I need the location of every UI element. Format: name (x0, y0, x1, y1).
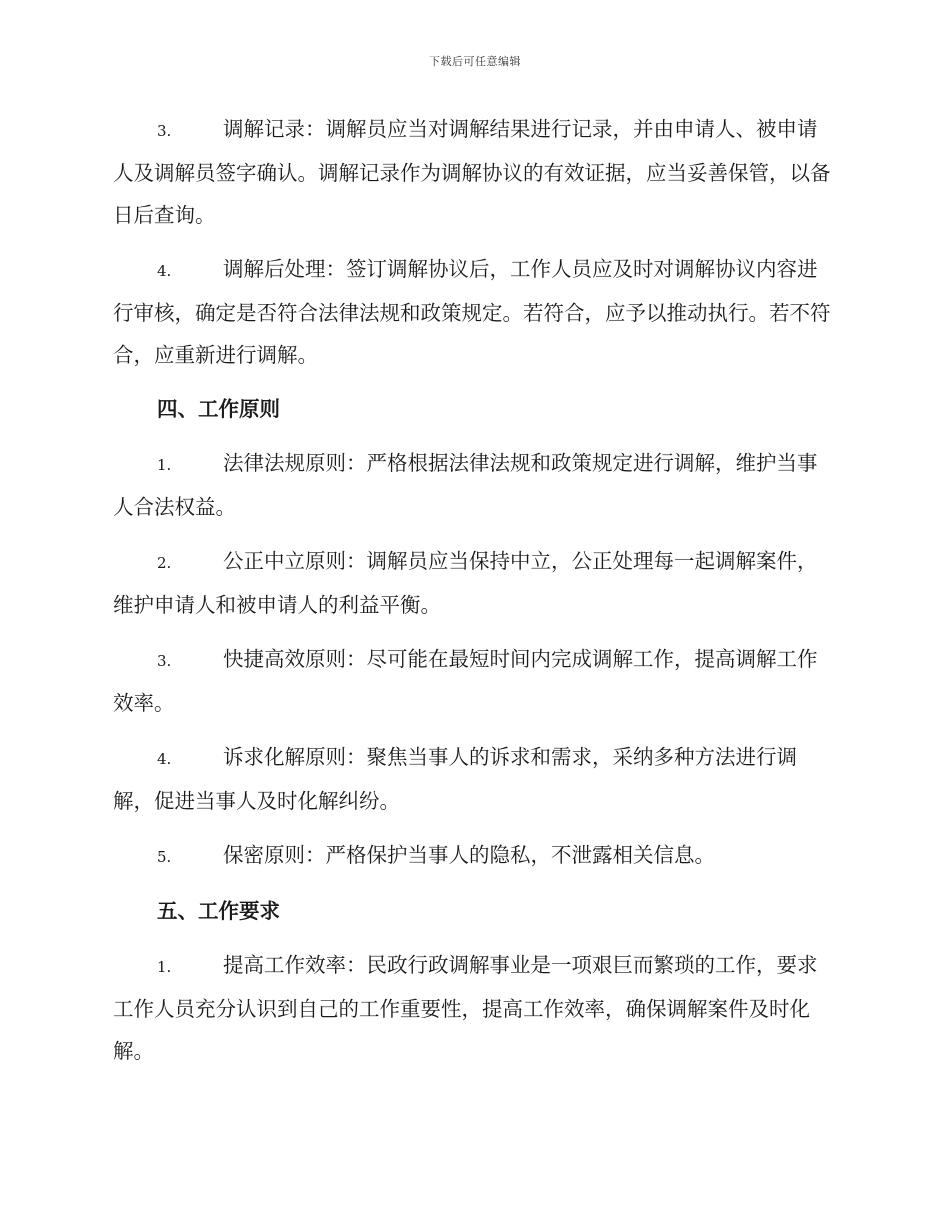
item-number: 1. (157, 456, 172, 474)
list-item (113, 638, 833, 724)
section-heading: 五、工作要求 (157, 899, 280, 923)
page-header: 下载后可任意编辑 (429, 55, 521, 68)
list-item (113, 540, 833, 626)
list-item (113, 736, 833, 822)
list-item (113, 108, 833, 236)
item-text: 调解后处理：签订调解协议后，工作人员应及时对调解协议内容进行审核，确定是否符合法律法规和政策规定。若符合，应予以推动执行。若不符合，应重新进行调解。 (113, 257, 831, 367)
document-body (113, 108, 833, 1084)
item-number: 4. (157, 262, 172, 280)
item-text: 法律法规原则：严格根据法律法规和政策规定进行调解，维护当事人合法权益。 (113, 451, 818, 519)
item-text: 提高工作效率：民政行政调解事业是一项艰巨而繁琐的工作，要求工作人员充分认识到自己的工作重要性，提高工作效率，确保调解案件及时化解。 (113, 953, 818, 1063)
item-number: 3. (157, 652, 172, 670)
list-item (113, 944, 833, 1072)
list-item (113, 834, 833, 878)
item-text: 保密原则：严格保护当事人的隐私，不泄露相关信息。 (223, 843, 715, 867)
item-number: 1. (157, 958, 172, 976)
item-number: 3. (157, 122, 172, 140)
list-item (113, 442, 833, 528)
item-number: 2. (157, 554, 172, 572)
item-number: 4. (157, 750, 172, 768)
item-text: 诉求化解原则：聚焦当事人的诉求和需求，采纳多种方法进行调解，促进当事人及时化解纠纷。 (113, 745, 797, 813)
item-text: 快捷高效原则：尽可能在最短时间内完成调解工作，提高调解工作效率。 (113, 647, 818, 715)
section-heading: 四、工作原则 (157, 397, 280, 421)
item-text: 公正中立原则：调解员应当保持中立，公正处理每一起调解案件，维护申请人和被申请人的利益平衡。 (113, 549, 818, 617)
item-number: 5. (157, 848, 172, 866)
item-text: 调解记录：调解员应当对调解结果进行记录，并由申请人、被申请人及调解员签字确认。调解记录作为调解协议的有效证据，应当妥善保管，以备日后查询。 (113, 117, 831, 227)
list-item (113, 248, 833, 376)
